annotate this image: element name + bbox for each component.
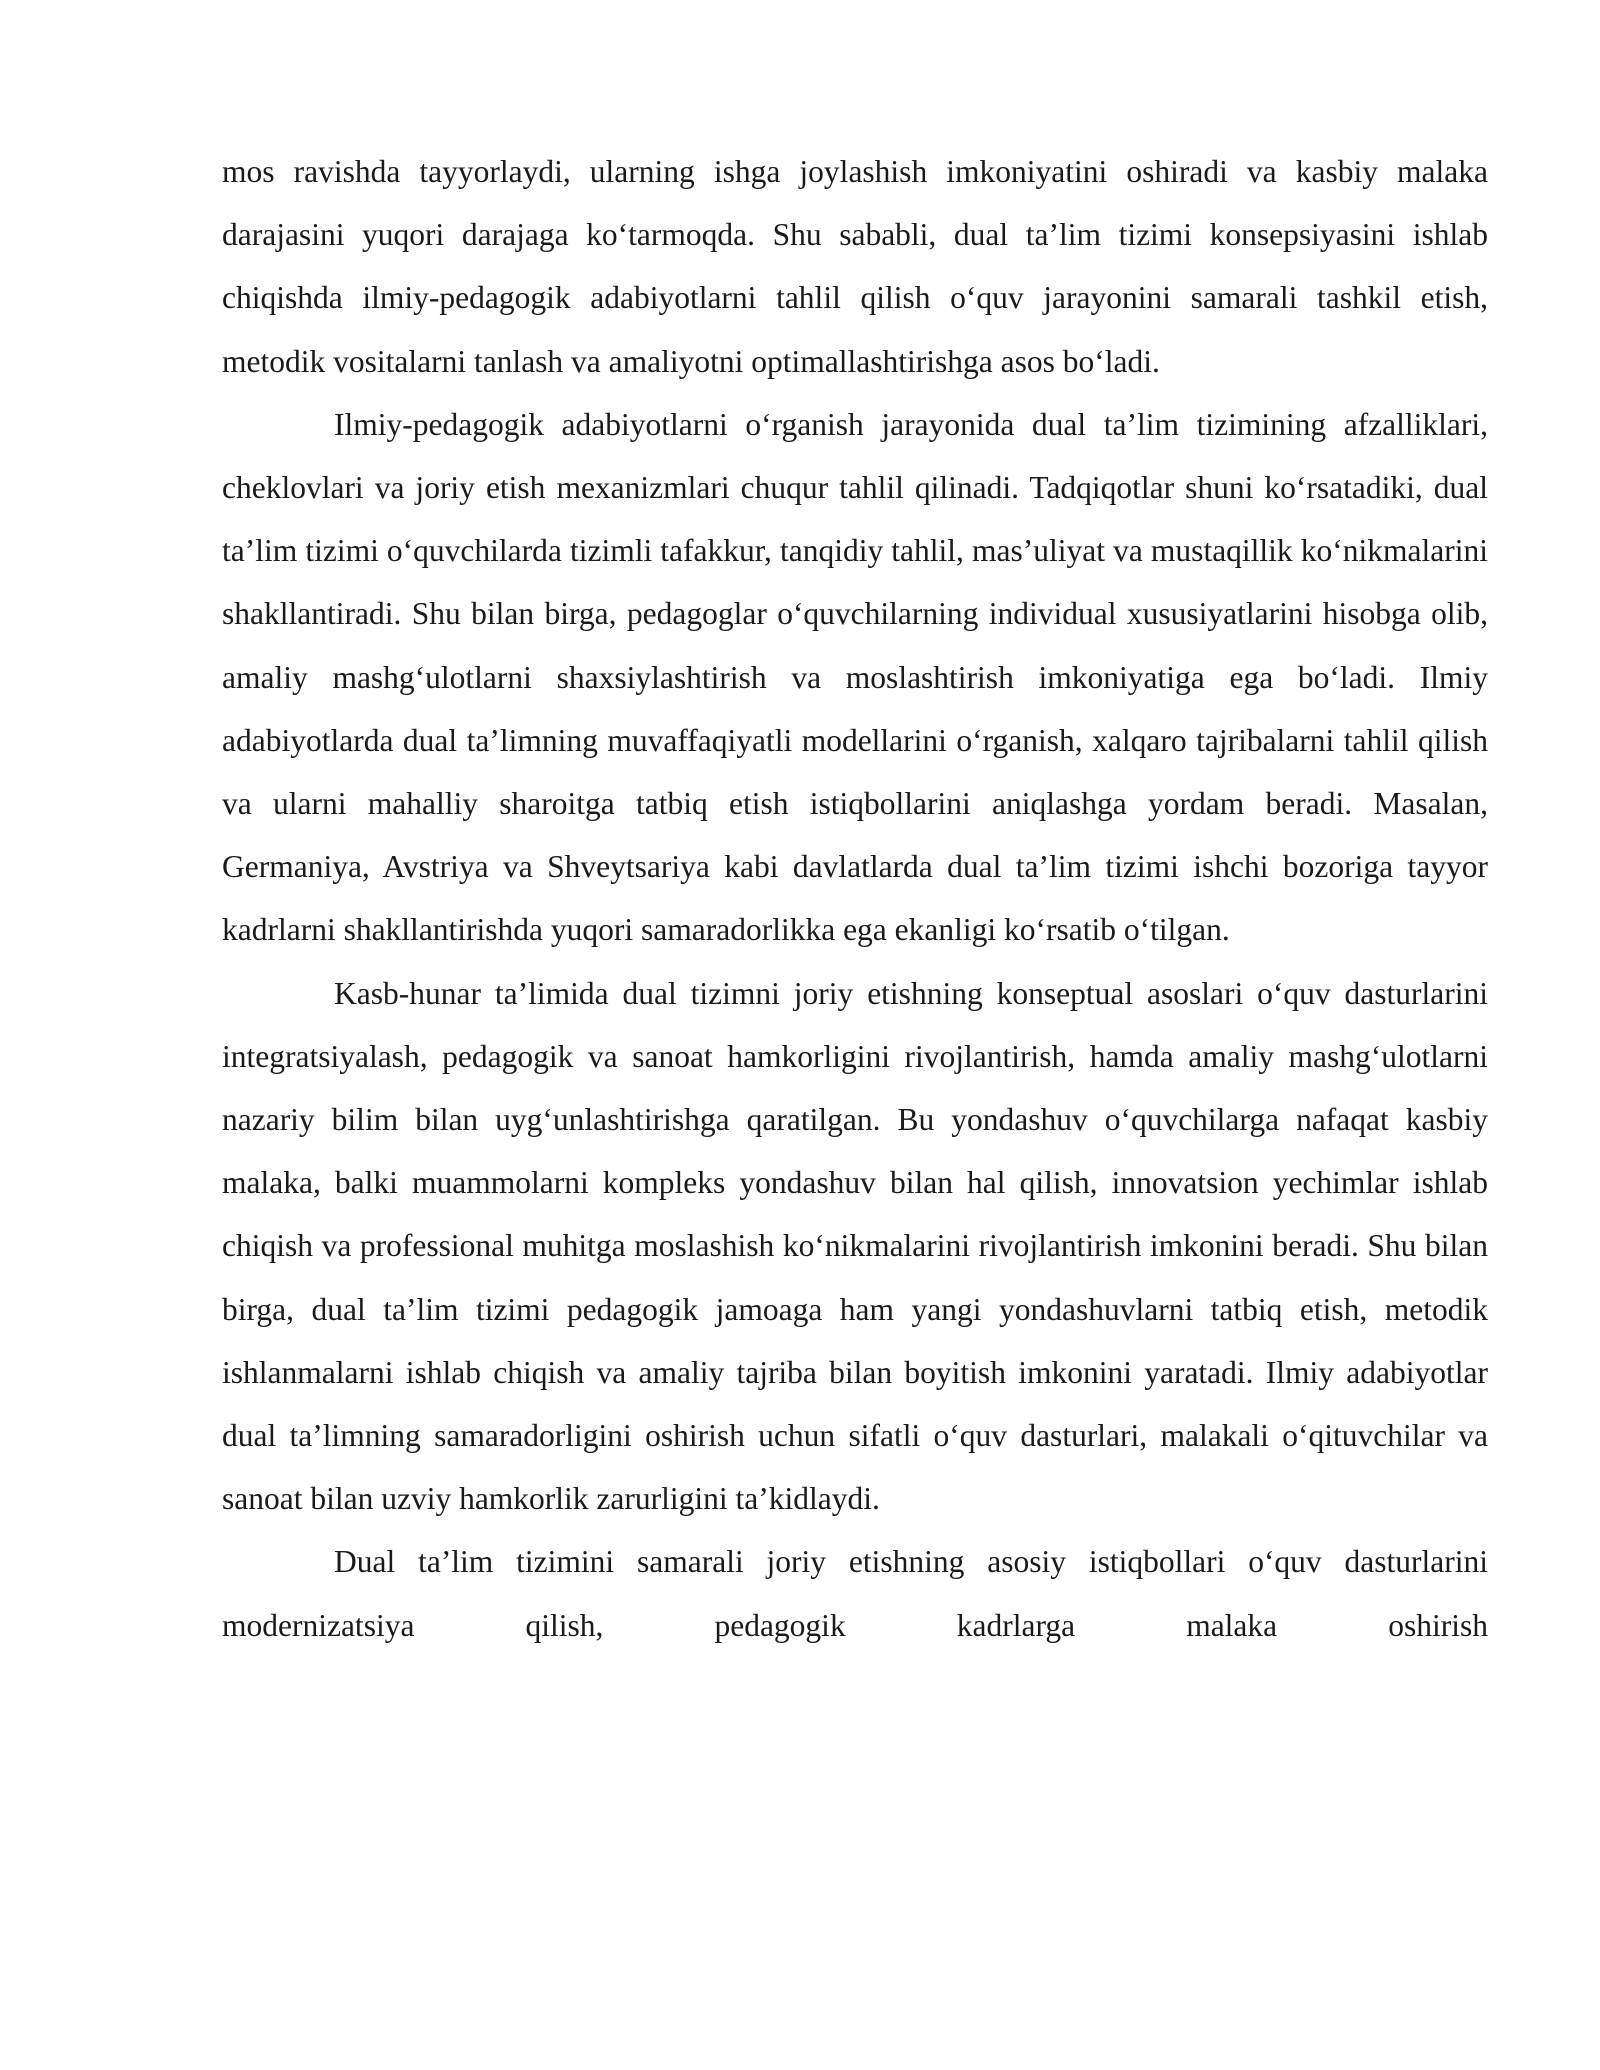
paragraph-literature-analysis: Ilmiy-pedagogik adabiyotlarni o‘rganish jarayonida dual ta’lim tizimining afzalliklari, cheklovlari va joriy etish mexanizmlari chuqur tahlil qilinadi. Tadqiqotlar shuni ko‘rsatadiki, dual ta’lim tizimi o‘quvchilarda tizimli tafakkur, tanqidiy tahlil, mas’uliyat va mustaqillik ko‘nikmalarini shakllantiradi. Shu bilan birga, pedagoglar o‘quvchilarning individual xususiyatlarini hisobga olib, amaliy mashg‘ulotlarni shaxsiylashtirish va moslashtirish imkoniyatiga ega bo‘ladi. Ilmiy adabiyotlarda dual ta’limning muvaffaqiyatli modellarini o‘rganish, xalqaro tajribalarni tahlil qilish va ularni mahalliy sharoitga tatbiq etish istiqbollarini aniqlashga yordam beradi. Masalan, Germaniya, Avstriya va Shveytsariya kabi davlatlarda dual ta’lim tizimi ishchi bozoriga tayyor kadrlarni shakllantirishda yuqori samaradorlikka ega ekanligi ko‘rsatib o‘tilgan. [222,406,1488,948]
paragraph-conceptual-basis: Kasb-hunar ta’limida dual tizimni joriy etishning konseptual asoslari o‘quv dasturlarini integratsiyalash, pedagogik va sanoat hamkorligini rivojlantirish, hamda amaliy mashg‘ulotlarni nazariy bilim bilan uyg‘unlashtirishga qaratilgan. Bu yondashuv o‘quvchilarga nafaqat kasbiy malaka, balki muammolarni kompleks yondashuv bilan hal qilish, innovatsion yechimlar ishlab chiqish va professional muhitga moslashish ko‘nikmalarini rivojlantirish imkonini beradi. Shu bilan birga, dual ta’lim tizimi pedagogik jamoaga ham yangi yondashuvlarni tatbiq etish, metodik ishlanmalarni ishlab chiqish va amaliy tajriba bilan boyitish imkonini yaratadi. Ilmiy adabiyotlar dual ta’limning samaradorligini oshirish uchun sifatli o‘quv dasturlari, malakali o‘qituvchilar va sanoat bilan uzviy hamkorlik zarurligini ta’kidlaydi. [222,975,1488,1517]
paragraph-prospects: Dual ta’lim tizimini samarali joriy etishning asosiy istiqbollari o‘quv dasturlarini modernizatsiya qilish, pedagogik kadrlarga malaka oshirish [222,1544,1488,1643]
paragraph-continuation: mos ravishda tayyorlaydi, ularning ishga joylashish imkoniyatini oshiradi va kasbiy malaka darajasini yuqori darajaga ko‘tarmoqda. Shu sababli, dual ta’lim tizimi konsepsiyasini ishlab chiqishda ilmiy-pedagogik adabiyotlarni tahlil qilish o‘quv jarayonini samarali tashkil etish, metodik vositalarni tanlash va amaliyotni optimallashtirishga asos bo‘ladi. [222,154,1488,379]
document-body [222,140,1488,1657]
